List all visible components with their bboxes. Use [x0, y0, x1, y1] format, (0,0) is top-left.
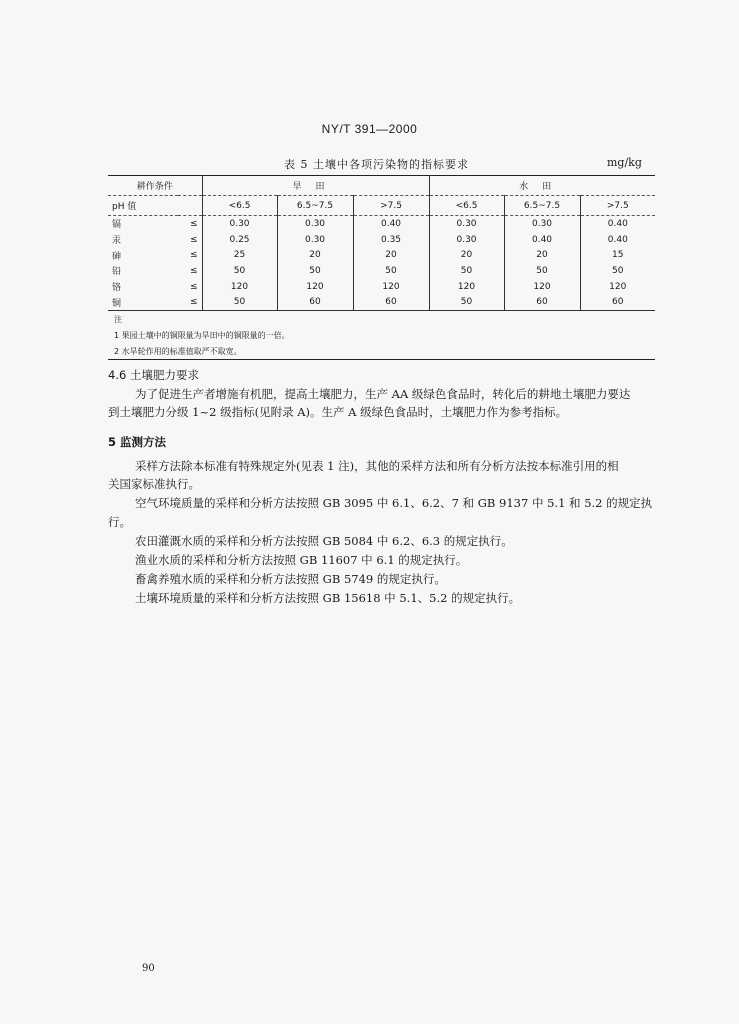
table-row	[108, 279, 655, 295]
limit-value: 120	[202, 279, 277, 295]
limit-value: 0.35	[353, 232, 429, 248]
ph-range: <6.5	[429, 196, 504, 216]
ph-row	[108, 196, 655, 216]
paragraph: 关国家标准执行。	[108, 477, 200, 491]
limit-value: 50	[277, 263, 353, 279]
limit-value: 60	[504, 294, 580, 310]
limit-value: 120	[609, 281, 627, 292]
page-number: 90	[142, 963, 155, 974]
table-row	[108, 216, 655, 232]
table-note: 1 果园土壤中的铜限量为旱田中的铜限量的一倍。	[114, 330, 290, 340]
limit-value: 50	[504, 263, 580, 279]
limit-value: 50	[612, 265, 624, 276]
limit-value: 120	[353, 279, 429, 295]
limit-value: 60	[353, 294, 429, 310]
limit-value: 20	[504, 247, 580, 263]
comparison-operator: ≤	[178, 247, 202, 263]
limit-value: 20	[277, 247, 353, 263]
header-paddy-field: 水田	[429, 176, 655, 196]
paragraph: 到土壤肥力分级 1~2 级指标(见附录 A)。生产 A 级绿色食品时，土壤肥力作为参考指标。	[108, 405, 568, 419]
table-header-row	[108, 176, 655, 196]
comparison-operator: ≤	[178, 263, 202, 279]
limit-value: 0.25	[202, 232, 277, 248]
paragraph: 渔业水质的采样和分析方法按照 GB 11607 中 6.1 的规定执行。	[135, 553, 468, 567]
pollutant-name: 汞	[112, 236, 122, 247]
limit-value: 15	[612, 250, 624, 261]
table-row	[108, 232, 655, 248]
limit-value: 50	[429, 263, 504, 279]
limit-value: 0.30	[429, 232, 504, 248]
table-caption: 表 5 土壤中各项污染物的指标要求	[284, 158, 469, 171]
ph-range: <6.5	[202, 196, 277, 216]
limit-value: 0.40	[607, 234, 628, 245]
pollutant-name: 砷	[112, 251, 122, 262]
comparison-operator: ≤	[178, 232, 202, 248]
table-row	[108, 247, 655, 263]
comparison-operator: ≤	[178, 279, 202, 295]
limit-value: 50	[202, 263, 277, 279]
pollutant-name: 镉	[112, 220, 122, 231]
paragraph: 采样方法除本标准有特殊规定外(见表 1 注)，其他的采样方法和所有分析方法按本标准引用的相	[135, 459, 619, 473]
limit-value: 25	[202, 247, 277, 263]
paragraph: 行。	[108, 515, 131, 529]
pollutant-name: 铬	[112, 283, 122, 294]
limit-value: 50	[202, 294, 277, 310]
section-heading-5: 5 监测方法	[108, 435, 167, 449]
limit-value: 60	[580, 294, 655, 310]
ph-range: 6.5~7.5	[504, 196, 580, 216]
limit-value: 120	[504, 279, 580, 295]
ph-range: 6.5~7.5	[277, 196, 353, 216]
limit-value: 0.40	[504, 232, 580, 248]
comparison-operator: ≤	[178, 216, 202, 232]
ph-range: >7.5	[353, 196, 429, 216]
comparison-operator: ≤	[178, 294, 202, 310]
table-note-title: 注	[114, 314, 122, 324]
limit-value: 20	[353, 247, 429, 263]
limit-value: 120	[429, 279, 504, 295]
limit-value: 0.30	[504, 216, 580, 232]
paragraph: 农田灌溉水质的采样和分析方法按照 GB 5084 中 6.2、6.3 的规定执行。	[135, 534, 513, 548]
section-heading-4-6: 4.6 土壤肥力要求	[108, 368, 199, 382]
table-note: 2 水旱轮作用的标准值取严不取宽。	[114, 346, 242, 356]
limit-value: 120	[277, 279, 353, 295]
limit-value: 0.40	[607, 218, 628, 229]
paragraph: 土壤环境质量的采样和分析方法按照 GB 15618 中 5.1、5.2 的规定执行。	[135, 591, 521, 605]
pollutant-name: 铅	[112, 267, 122, 278]
limit-value: 0.30	[202, 216, 277, 232]
limit-value: 0.30	[277, 216, 353, 232]
pollutant-name: 铜	[108, 294, 178, 310]
document-code: NY/T 391—2000	[321, 122, 418, 136]
header-tillage-condition: 耕作条件	[108, 176, 202, 196]
limit-value: 50	[429, 294, 504, 310]
paragraph: 畜禽养殖水质的采样和分析方法按照 GB 5749 的规定执行。	[135, 572, 446, 586]
ph-range: >7.5	[580, 196, 655, 216]
table-row	[108, 263, 655, 279]
limit-value: 0.30	[277, 232, 353, 248]
table-row	[108, 294, 655, 310]
paragraph: 为了促进生产者增施有机肥，提高土壤肥力，生产 AA 级绿色食品时，转化后的耕地土壤肥力要达	[135, 387, 631, 401]
pollutant-limits-table	[108, 175, 655, 360]
limit-value: 50	[353, 263, 429, 279]
limit-value: 20	[429, 247, 504, 263]
limit-value: 0.30	[429, 216, 504, 232]
header-dry-field: 旱田	[202, 176, 429, 196]
ph-label: pH 值	[108, 196, 202, 216]
limit-value: 60	[277, 294, 353, 310]
table-unit: mg/kg	[607, 156, 642, 169]
limit-value: 0.40	[353, 216, 429, 232]
paragraph: 空气环境质量的采样和分析方法按照 GB 3095 中 6.1、6.2、7 和 GB 9137 中 5.1 和 5.2 的规定执	[135, 496, 653, 510]
